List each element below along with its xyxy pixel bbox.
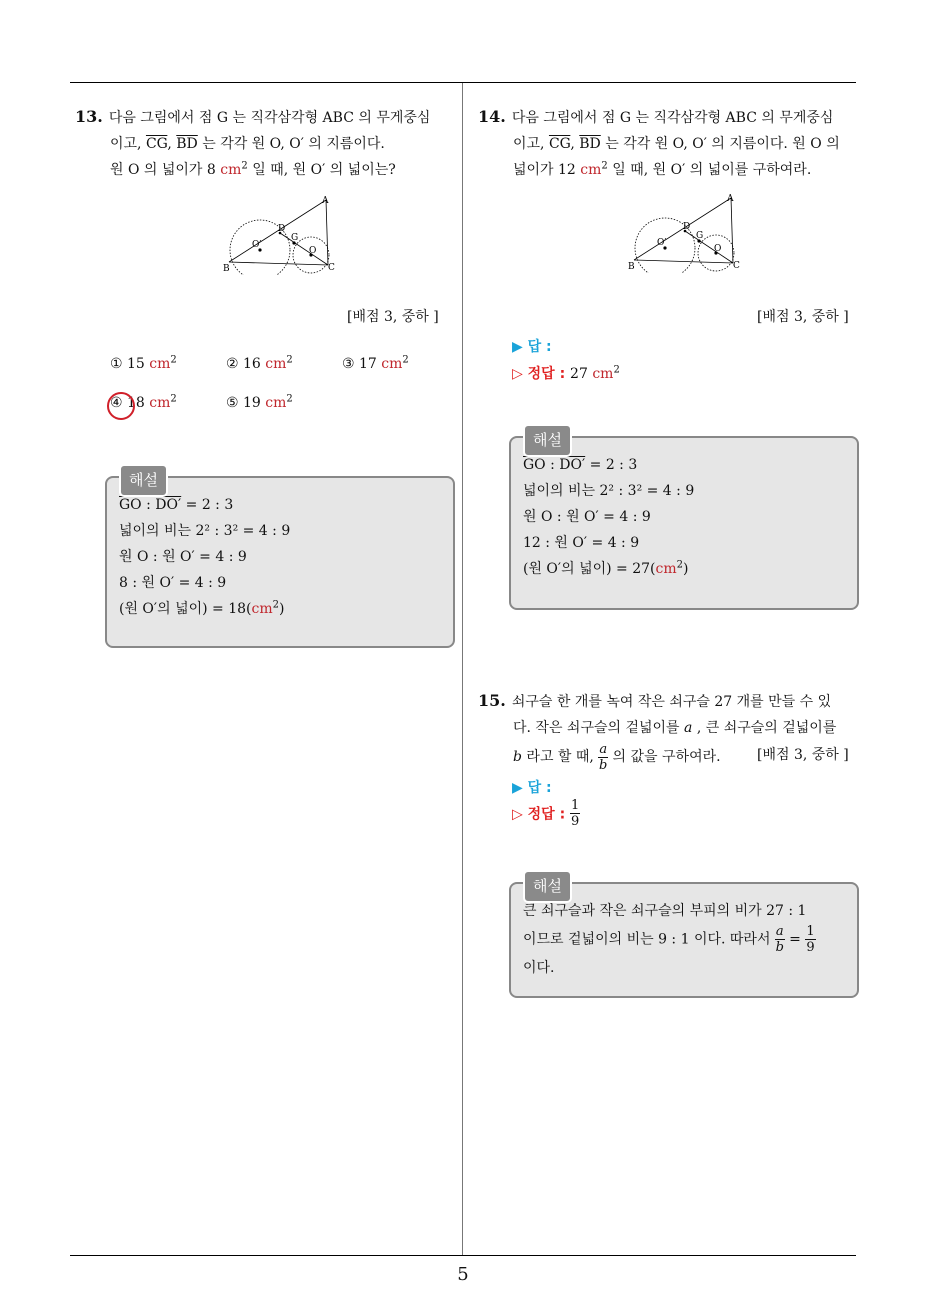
label-g: G bbox=[291, 233, 299, 243]
label-o-prime: O′ bbox=[657, 238, 667, 248]
explanation-tag: 해설 bbox=[523, 424, 572, 457]
problem-number: 14. bbox=[478, 107, 506, 126]
segment-cg: $\overline{CG}$ bbox=[145, 136, 168, 152]
label-o: O bbox=[714, 244, 722, 254]
problem-13: 13. 다음 그림에서 점 G 는 직각삼각형 ABC 의 무게중심 이고, $\overline{CG}$, $\overline{BD}$ 는 각각 원 O, O′ 의 지름이다. 원 O 의 넓이가 8 $cm^2$ 일 때, 원 O′ 의 넓이는? bbox=[75, 107, 431, 178]
score-15: [배점 3, 중하 ] bbox=[757, 747, 849, 763]
problem-number: 13. bbox=[75, 107, 103, 126]
label-g: G bbox=[696, 231, 704, 241]
label-d: D bbox=[683, 222, 691, 232]
selected-answer-circle bbox=[107, 392, 135, 420]
answer-fraction: $\frac{1}{9}$ bbox=[571, 798, 580, 829]
problem-text-line1: 다음 그림에서 점 G 는 직각삼각형 ABC 의 무게중심 bbox=[108, 110, 431, 126]
bottom-rule bbox=[70, 1255, 856, 1256]
correct-answer-14: ▷ 정답 : 27 $cm^2$ bbox=[512, 364, 620, 382]
problem-number: 15. bbox=[478, 691, 506, 710]
choice-3[interactable]: ③ 17 $cm^2$ bbox=[342, 354, 409, 372]
label-b: B bbox=[223, 264, 230, 274]
choice-5[interactable]: ⑤ 19 $cm^2$ bbox=[226, 393, 293, 411]
explanation-box-13: 해설 $\overline{GO}$ : DO′ = 2 : 3 넓이의 비는 2² : 3² = 4 : 9 원 O : 원 O′ = 4 : 9 8 : 원 O′ = 4 : 9 (원 O′의 넓이) = $18(cm^2)$ bbox=[105, 476, 455, 648]
problem-14: 14. 다음 그림에서 점 G 는 직각삼각형 ABC 의 무게중심 이고, $\overline{CG}$, $\overline{BD}$ 는 각각 원 O, O′ 의 지름이다. 원 O 의 넓이가 12 $cm^2$ 일 때, 원 O′ 의 넓이를 구하여라. bbox=[478, 107, 840, 178]
choice-1[interactable]: ① 15 $cm^2$ bbox=[110, 354, 177, 372]
segment-bd: $\overline{BD}$ bbox=[176, 136, 198, 152]
explanation-box-15: 해설 큰 쇠구슬과 작은 쇠구슬의 부피의 비가 27 : 1 이므로 겉넓이의 비는 9 : 1 이다. 따라서 $\frac{a}{b}$ = $\frac{1}{9}$ 이다. bbox=[509, 882, 859, 998]
label-o: O bbox=[309, 246, 317, 256]
label-c: C bbox=[733, 261, 740, 271]
triangle-circles-figure-14 bbox=[627, 193, 742, 273]
label-b: B bbox=[628, 262, 635, 272]
answer-label-14: ▶ 답 : bbox=[512, 339, 552, 355]
label-o-prime: O′ bbox=[252, 240, 262, 250]
label-d: D bbox=[278, 224, 286, 234]
label-a: A bbox=[322, 196, 329, 206]
problem-15: 15. 쇠구슬 한 개를 녹여 작은 쇠구슬 27 개를 만들 수 있 다. 작은 쇠구슬의 겉넓이를 a , 큰 쇠구슬의 겉넓이를 b 라고 할 때, $\frac{a}{b}$ 의 값을 구하여라. bbox=[478, 691, 837, 773]
correct-answer-15: ▷ 정답 : $\frac{1}{9}$ bbox=[512, 798, 580, 829]
explanation-box-14: 해설 $\overline{GO}$ : DO′ = 2 : 3 넓이의 비는 2² : 3² = 4 : 9 원 O : 원 O′ = 4 : 9 12 : 원 O′ = 4 : 9 (원 O′의 넓이) = $27(cm^2)$ bbox=[509, 436, 859, 610]
label-c: C bbox=[328, 263, 335, 273]
fraction-a-over-b: $\frac{a}{b}$ bbox=[599, 741, 608, 773]
explanation-tag: 해설 bbox=[119, 464, 168, 497]
column-divider bbox=[462, 83, 463, 1255]
answer-label-15: ▶ 답 : bbox=[512, 780, 552, 796]
score-13: [배점 3, 중하 ] bbox=[347, 309, 439, 325]
label-a: A bbox=[727, 194, 734, 204]
choice-4[interactable]: ④ 18 $cm^2$ bbox=[110, 395, 177, 411]
choice-2[interactable]: ② 16 $cm^2$ bbox=[226, 354, 293, 372]
explanation-tag: 해설 bbox=[523, 870, 572, 903]
score-14: [배점 3, 중하 ] bbox=[757, 309, 849, 325]
top-rule bbox=[70, 82, 856, 83]
triangle-circles-figure-13 bbox=[222, 195, 337, 275]
page-number: 5 bbox=[457, 1264, 469, 1285]
